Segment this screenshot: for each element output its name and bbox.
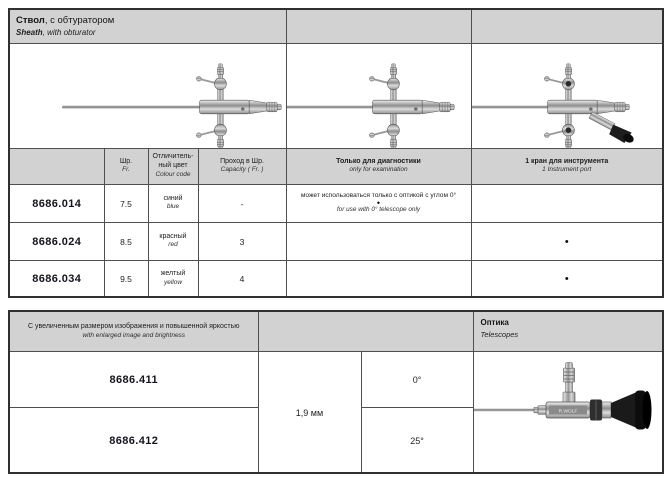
col-header-diagnostics: Только для диагностики only for examination	[286, 148, 471, 184]
colour-code: синий blue	[148, 184, 198, 222]
brand-label: R.WOLF	[558, 409, 577, 415]
telescope-table	[8, 310, 664, 474]
diagnostics-note: может использоваться только с оптикой с углом 0° • for use with 0° telescope only	[286, 184, 471, 222]
col-header-colour: Отличительный цвет Colour code	[148, 148, 198, 184]
optics-header-cell: Оптика Telescopes	[473, 311, 663, 351]
table-row	[9, 184, 663, 222]
colour-code: желтый yellow	[148, 260, 198, 297]
capacity-value: -	[240, 199, 244, 209]
article-number: 8686.411	[109, 374, 158, 386]
diagnostics-note	[286, 222, 471, 260]
article-number: 8686.412	[109, 434, 159, 447]
view-angle: 25°	[410, 435, 424, 446]
sheath-illustration-cell-1	[9, 43, 286, 148]
telescope-illustration	[474, 352, 662, 472]
table-row	[9, 260, 663, 297]
sheath-title-spacer-1	[286, 9, 471, 43]
sheath-illustration-cell-2	[286, 43, 471, 148]
col-header-instrument-port: 1 кран для инструмента 1 Instrument port	[471, 148, 663, 184]
sheath-title-spacer-2	[471, 9, 663, 43]
port-mark: •	[564, 236, 569, 248]
col-header-capacity: Проход в Шр. Capacity ( Fr. )	[198, 148, 286, 184]
sheath-illustration-2	[287, 44, 470, 148]
article-number: 8686.014	[32, 198, 82, 210]
table-row	[9, 222, 663, 260]
sheath-illustration-cell-3	[471, 43, 663, 148]
article-number: 8686.034	[32, 273, 82, 286]
sheath-table	[8, 8, 664, 298]
sheath-title-ru: Ствол, с обтуратором	[16, 15, 115, 26]
table-row	[9, 351, 663, 407]
view-angle: 0°	[412, 375, 422, 385]
telescope-illustration-cell	[473, 351, 663, 473]
diagnostics-note	[286, 260, 471, 297]
fr-size: 8.5	[120, 237, 132, 247]
sheath-illustration-1	[10, 44, 285, 148]
capacity-value: 3	[239, 237, 245, 247]
capacity-value: 4	[239, 274, 245, 285]
telescope-header-spacer	[258, 311, 473, 351]
sheath-illustration-3	[472, 44, 662, 148]
colour-code: красный red	[148, 222, 198, 260]
port-mark: •	[564, 273, 569, 286]
telescope-diameter: 1,9 мм	[295, 407, 324, 418]
fr-size: 9.5	[120, 274, 132, 285]
sheath-title-cell	[9, 9, 286, 43]
col-header-empty	[9, 148, 104, 184]
sheath-title-en: Sheath, with obturator	[16, 27, 96, 37]
article-number: 8686.024	[32, 236, 82, 248]
telescope-header-cell: С увеличенным размером изображения и повышенной яркостью with enlarged image and brightness	[9, 311, 258, 351]
col-header-fr: Шр. Fr.	[104, 148, 148, 184]
fr-size: 7.5	[120, 199, 132, 209]
diagnostics-bullet: •	[376, 198, 381, 209]
